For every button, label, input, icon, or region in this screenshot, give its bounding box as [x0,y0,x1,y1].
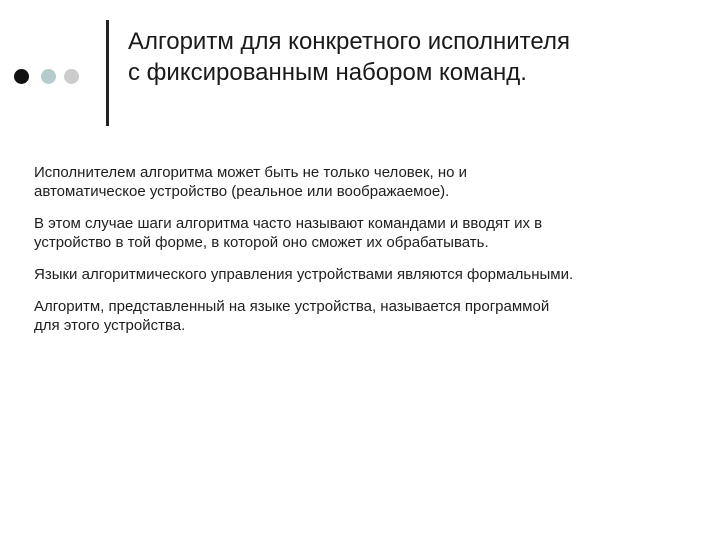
bullet-dot-dark-icon [14,69,29,84]
paragraph-executor [34,163,694,201]
paragraph-line: автоматическое устройство (реальное или воображаемое). [34,183,450,200]
slide-title-line-2: с фиксированным набором команд. [128,59,527,86]
paragraph-program [34,297,694,335]
paragraph-formal-languages [34,265,694,284]
paragraph-line: устройство в той форме, в которой оно сможет их обрабатывать. [34,234,489,251]
title-divider [106,20,109,126]
paragraph-line: В этом случае шаги алгоритма часто называют командами и вводят их в [34,215,543,232]
slide-title-line-1: Алгоритм для конкретного исполнителя [128,28,570,55]
decorative-bullets [14,69,94,85]
bullet-dot-teal-icon [41,69,56,84]
paragraph-line: для этого устройства. [34,317,186,334]
slide-title [128,26,688,88]
slide-body [34,163,694,348]
paragraph-line: Языки алгоритмического управления устройствами являются формальными. [34,266,574,283]
paragraph-line: Исполнителем алгоритма может быть не только человек, но и [34,164,468,181]
bullet-dot-gray-icon [64,69,79,84]
paragraph-line: Алгоритм, представленный на языке устройства, называется программой [34,298,550,315]
paragraph-commands [34,214,694,252]
